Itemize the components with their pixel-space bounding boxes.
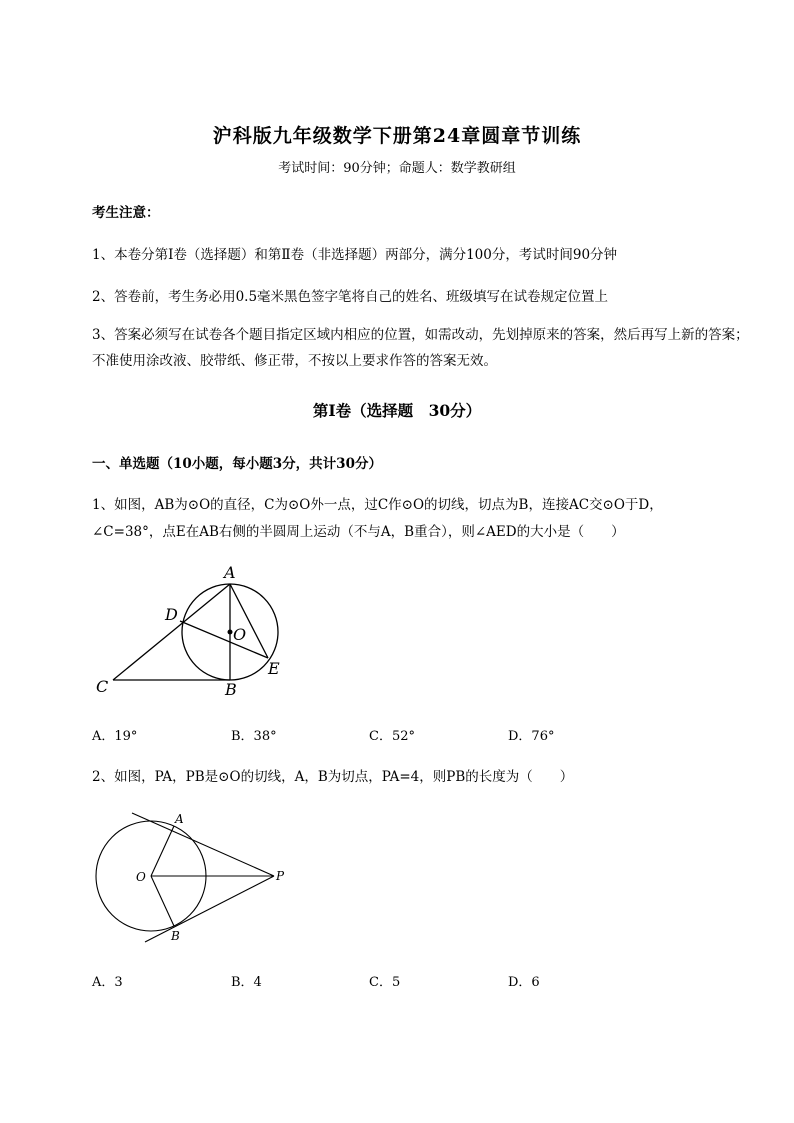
q2-radius-ob <box>151 876 174 926</box>
question-2-line-1: 2、如图，PA，PB是⊙O的切线，A，B为切点，PA=4，则PB的长度为（ ） <box>92 769 574 785</box>
q2-option-d[interactable]: D．6 <box>508 975 540 990</box>
q1-option-d[interactable]: D．76° <box>508 729 555 744</box>
question-1-line-2: ∠C=38°，点E在AB右侧的半圆周上运动（不与A，B重合），则∠AED的大小是（ ） <box>92 524 625 540</box>
q1-label-d: D <box>165 605 178 624</box>
q1-label-e: E <box>268 659 280 678</box>
q1-option-a[interactable]: A．19° <box>92 729 138 744</box>
q1-option-b[interactable]: B．38° <box>231 729 277 744</box>
q2-option-b[interactable]: B．4 <box>231 975 262 990</box>
q2-tangent-pa <box>132 813 274 876</box>
q2-option-a[interactable]: A．3 <box>92 975 123 990</box>
q2-option-c[interactable]: C．5 <box>369 975 401 990</box>
notice-item-3: 3、答案必须写在试卷各个题目指定区域内相应的位置，如需改动，先划掉原来的答案，然后再写上新的答案；不准使用涂改液、胶带纸、修正带，不按以上要求作答的答案无效。 <box>92 327 749 369</box>
notice-item-2: 2、答卷前，考生务必用0.5毫米黑色签字笔将自己的姓名、班级填写在试卷规定位置上 <box>92 289 609 305</box>
question-1-line-1: 1、如图，AB为⊙O的直径，C为⊙O外一点，过C作⊙O的切线，切点为B，连接AC交⊙O于D， <box>92 497 663 513</box>
notice-heading: 考生注意： <box>92 205 160 221</box>
section-title: 第I卷（选择题 30分） <box>312 401 482 420</box>
q2-label-p: P <box>276 869 285 883</box>
q1-label-a: A <box>224 563 236 582</box>
q2-label-o: O <box>136 870 146 884</box>
notice-item-1: 1、本卷分第I卷（选择题）和第Ⅱ卷（非选择题）两部分，满分100分，考试时间90分钟 <box>92 247 618 263</box>
q1-label-b: B <box>225 680 237 699</box>
q2-radius-oa <box>151 826 174 876</box>
q1-option-c[interactable]: C．52° <box>369 729 415 744</box>
q2-label-b: B <box>171 929 180 943</box>
exam-info: 考试时间：90分钟；命题人：数学教研组 <box>278 161 516 176</box>
q1-label-o: O <box>233 625 247 644</box>
q2-label-a: A <box>175 812 184 826</box>
q1-label-c: C <box>96 677 109 696</box>
part-title: 一、单选题（10小题，每小题3分，共计30分） <box>92 456 382 472</box>
q2-tangent-pb <box>145 876 274 942</box>
page-title: 沪科版九年级数学下册第24章圆章节训练 <box>212 125 582 147</box>
